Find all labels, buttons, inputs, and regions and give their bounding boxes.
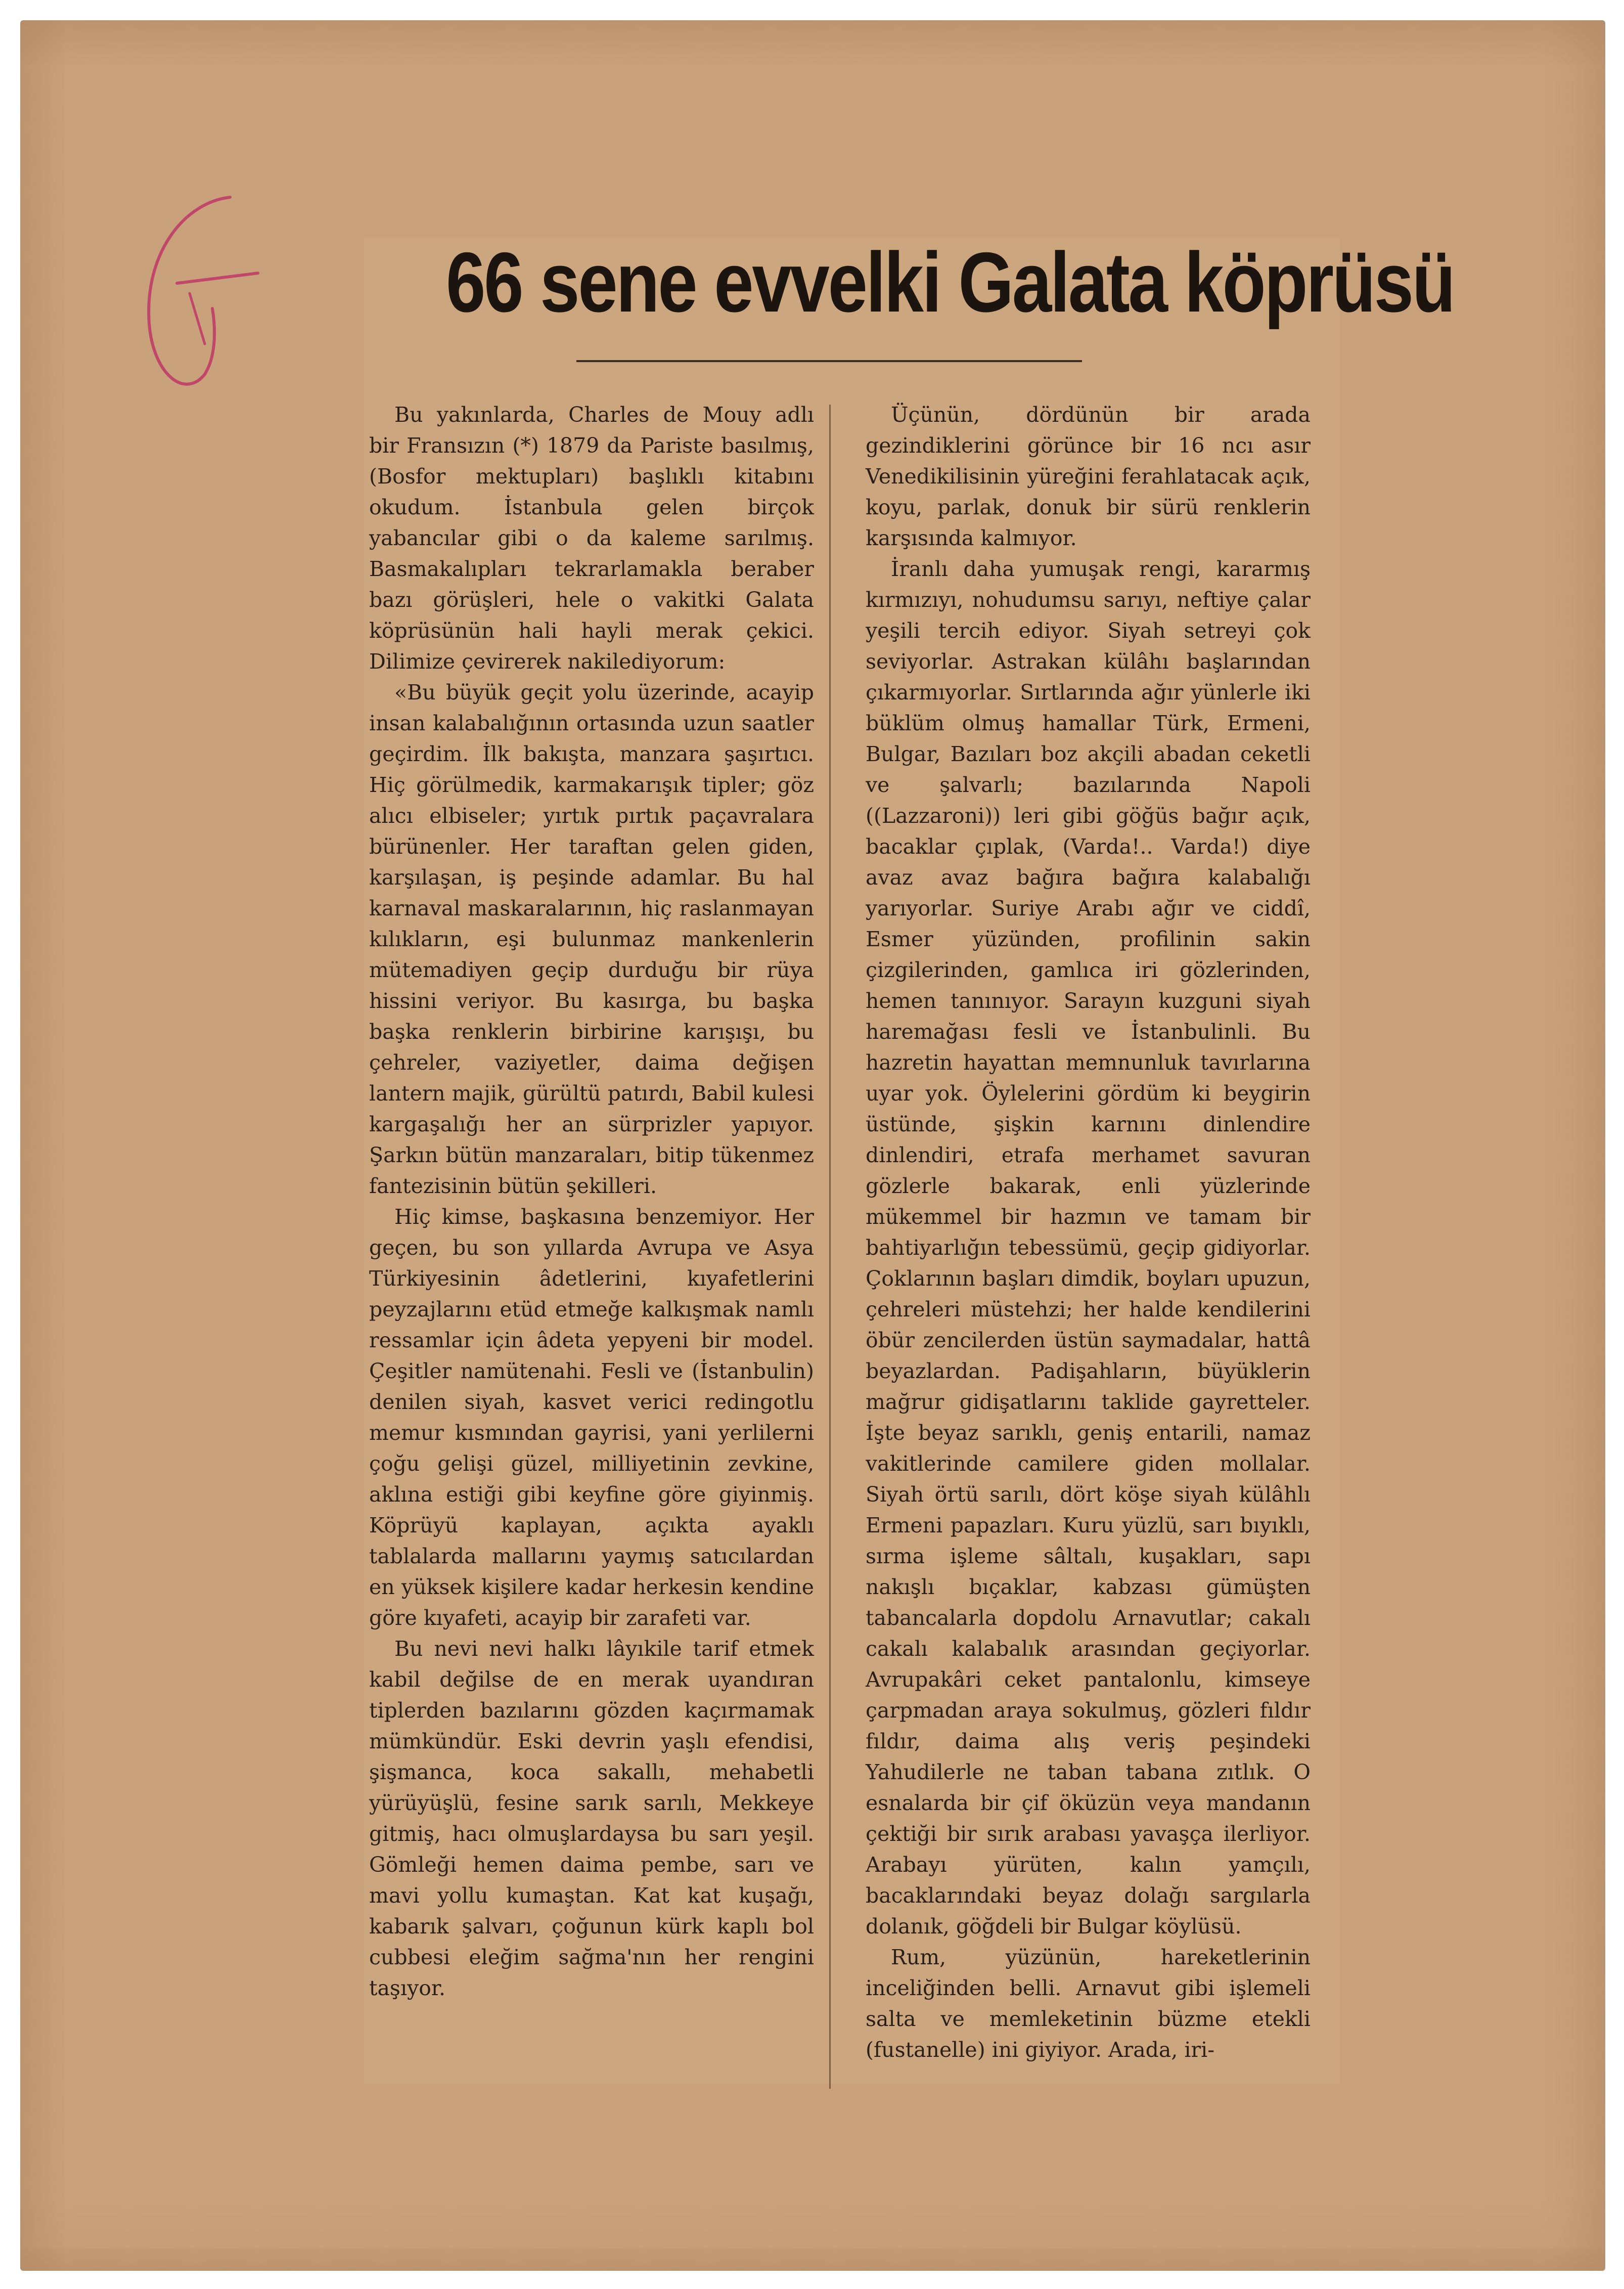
article-paragraph: Üçünün, dördünün bir arada gezindiklerini görünce bir 16 ncı asır Venedikilisinin yüreğini ferahlatacak açık, koyu, parlak, donuk bir sürü renklerin karşısında kalmıyor.	[866, 403, 1311, 550]
article-paragraph: İranlı daha yumuşak rengi, kararmış kırmızıyı, nohudumsu sarıyı, neftiye çalar yeşili tercih ediyor. Siyah setreyi çok seviyorlar. Astrakan külâhı başlarından çıkarmıyorlar. Sırtlarında ağır yünlerle iki büklüm olmuş hamallar Türk, Ermeni, Bulgar, Bazıları boz akçili abadan ceketli ve şalvarlı; bazılarında Napoli ((Lazzaroni)) leri gibi göğüs bağır açık, bacaklar çıplak, (Varda!.. Varda!) diye avaz avaz bağıra bağıra kalabalığı yarıyorlar. Suriye Arabı ağır ve ciddî, Esmer yüzünden, profilinin sakin çizgilerinden, gamlıca iri gözlerinden, hemen tanınıyor. Sarayın kuzguni siyah haremağası fesli ve İstanbulinli. Bu hazretin hayattan memnunluk tavırlarına uyar yok. Öylelerini gördüm ki beygirin üstünde, şişkin karnını dinlendire dinlendiri, etrafa merhamet savuran gözlerle bakarak, enli yüzlerinde mükemmel bir hazmın ve tamam bir bahtiyarlığın tebessümü, geçip gidiyorlar. Çoklarının başları dimdik, boyları upuzun, çehreleri müstehzi; her halde kendilerini öbür zencilerden üstün saymadalar, hattâ beyazlardan. Padişahların, büyüklerin mağrur gidişatlarını taklide gayretteler. İşte beyaz sarıklı, geniş entarili, namaz vakitlerinde camilere giden mollalar. Siyah örtü sarılı, dört köşe siyah külâhlı Ermeni papazları. Kuru yüzlü, sarı bıyıklı, sırma işleme sâltalı, kuşakları, sapı nakışlı bıçaklar, kabzası gümüşten tabancalarla dopdolu Arnavutlar; cakalı cakalı kalabalık arasından geçiyorlar. Avrupakâri ceket pantalonlu, kimseye çarpmadan araya sokulmuş, gözleri fıldır fıldır, daima alış veriş peşindeki Yahudilerle ne taban tabana zıtlık. O esnalarda bir çif öküzün veya mandanın çektiği bir sırık arabası yavaşça ilerliyor. Arabayı yürüten, kalın yamçılı, bacaklarındaki beyaz dolağı sargılarla dolanık, göğdeli bir Bulgar köylüsü.	[866, 557, 1311, 1939]
article-column-left	[369, 400, 814, 2004]
margin-annotation-g	[129, 192, 260, 405]
column-divider	[829, 405, 831, 2089]
article-paragraph: Rum, yüzünün, hareketlerinin inceliğinden belli. Arnavut gibi işlemeli salta ve memleketinin büzme etekli (fustanelle) ini giyiyor. Arada, iri-	[866, 1945, 1311, 2062]
article-paragraph: Hiç kimse, başkasına benzemiyor. Her geçen, bu son yıllarda Avrupa ve Asya Türkiyesinin âdetlerini, kıyafetlerini peyzajlarını etüd etmeğe kalkışmak namlı ressamlar için âdeta yepyeni bir model. Çeşitler namütenahi. Fesli ve (İstanbulin) denilen siyah, kasvet verici redingotlu memur kısmından gayrisi, yani yerlilerni çoğu gelişi güzel, milliyetinin zevkine, aklına estiği gibi keyfine göre giyinmiş. Köprüyü kaplayan, açıkta ayaklı tablalarda mallarını yaymış satıcılardan en yüksek kişilere kadar herkesin kendine göre kıyafeti, acayip bir zarafeti var.	[369, 1205, 814, 1630]
article-paragraph: «Bu büyük geçit yolu üzerinde, acayip insan kalabalığının ortasında uzun saatler geçirdim. İlk bakışta, manzara şaşırtıcı. Hiç görülmedik, karmakarışık tipler; göz alıcı elbiseler; yırtık pırtık paçavralara bürünenler. Her taraftan gelen giden, karşılaşan, iş peşinde adamlar. Bu hal karnaval maskaralarının, hiç raslanmayan kılıkların, eşi bulunmaz mankenlerin mütemadiyen geçip durduğu bir rüya hissini veriyor. Bu kasırga, bu başka başka renklerin birbirine karışışı, bu çehreler, vaziyetler, daima değişen lantern majik, gürültü patırdı, Babil kulesi kargaşalığı her an sürprizler yapıyor. Şarkın bütün manzaraları, bitip tükenmez fantezisinin bütün şekilleri.	[369, 680, 814, 1198]
article-paragraph: Bu nevi nevi halkı lâyıkile tarif etmek kabil değilse de en merak uyandıran tiplerden bazılarını gözden kaçırmamak mümkündür. Eski devrin yaşlı efendisi, şişmanca, koca sakallı, mehabetli yürüyüşlü, fesine sarık sarılı, Mekkeye gitmiş, hacı olmuşlardaysa bu sarı yeşil. Gömleği hemen daima pembe, sarı ve mavi yollu kumaştan. Kat kat kuşağı, kabarık şalvarı, çoğunun kürk kaplı bol cubbesi eleğim sağma'nın her rengini taşıyor.	[369, 1637, 814, 2000]
article-column-right	[866, 400, 1311, 2065]
headline-rule	[576, 360, 1082, 362]
article-paragraph: Bu yakınlarda, Charles de Mouy adlı bir Fransızın (*) 1879 da Pariste basılmış, (Bosfor mektupları) başlıklı kitabını okudum. İstanbula gelen birçok yabancılar gibi o da kaleme sarılmış. Basmakalıpları tekrarlamakla beraber bazı görüşleri, hele o vakitki Galata köprüsünün hali hayli merak çekici. Dilimize çevirerek nakilediyorum:	[369, 403, 814, 674]
article-headline: 66 sene evvelki Galata köprüsü	[446, 235, 1454, 330]
